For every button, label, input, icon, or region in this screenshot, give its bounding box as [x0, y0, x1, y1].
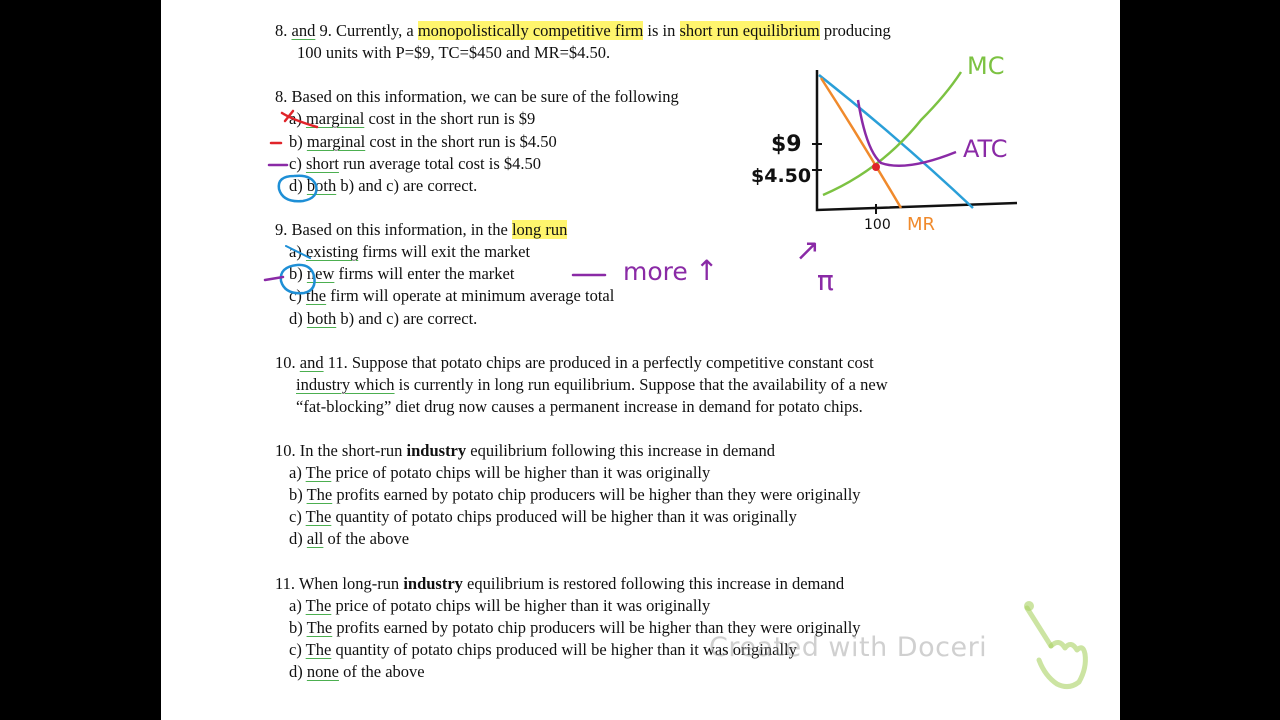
q11-option-c: c) The quantity of potato chips produced will be higher than it was originally: [289, 640, 797, 659]
pi-label: π: [817, 264, 834, 297]
profit-arrow-icon: ↗: [795, 233, 821, 268]
up-arrow-icon: ↑: [695, 254, 719, 287]
highlight-monopolistic: monopolistically competitive firm: [417, 21, 644, 40]
worksheet: [161, 0, 1120, 720]
q10-option-d: d) all of the above: [289, 529, 410, 548]
price-450-label: $4.50: [751, 165, 812, 187]
doceri-watermark: Created with Doceri: [709, 632, 988, 663]
q10-option-c: c) The quantity of potato chips produced will be higher than it was originally: [289, 507, 797, 526]
q1011-intro-line3: “fat-blocking” diet drug now causes a permanent increase in demand for potato chips.: [296, 397, 863, 416]
q1011-intro-line1: 10. and 11. Suppose that potato chips are produced in a perfectly competitive constant cost: [275, 353, 874, 372]
q8-option-a: a) marginal cost in the short run is $9: [289, 109, 536, 128]
q10-option-b: b) The profits earned by potato chip producers will be higher than they were originally: [289, 485, 861, 504]
q11-option-a: a) The price of potato chips will be higher than it was originally: [289, 596, 711, 615]
q8-option-c: c) short run average total cost is $4.50: [289, 154, 542, 173]
quantity-100-label: 100: [864, 217, 891, 233]
mc-label: MC: [967, 52, 1005, 80]
q9-option-d: d) both b) and c) are correct.: [289, 309, 478, 328]
q11-stem: 11. When long-run industry equilibrium is restored following this increase in demand: [275, 574, 845, 593]
q10-option-a: a) The price of potato chips will be higher than it was originally: [289, 463, 711, 482]
q8-option-b: b) marginal cost in the short run is $4.50: [289, 132, 557, 151]
q89-intro-line1: 8. and 9. Currently, a monopolistically competitive firm is in short run equilibrium producing: [275, 21, 891, 40]
document-page: [161, 0, 1120, 720]
mr-label: MR: [907, 214, 936, 235]
q11-option-b: b) The profits earned by potato chip producers will be higher than they were originally: [289, 618, 861, 637]
q9-option-c: c) the firm will operate at minimum average total: [289, 286, 615, 305]
q8-option-d: d) both b) and c) are correct.: [289, 176, 478, 195]
q9-option-a: a) existing firms will exit the market: [289, 242, 531, 261]
q9-stem: 9. Based on this information, in the long run: [275, 220, 568, 239]
atc-label: ATC: [963, 135, 1008, 163]
q8-stem: 8. Based on this information, we can be sure of the following: [275, 87, 679, 106]
q89-intro-line2: 100 units with P=$9, TC=$450 and MR=$4.50.: [297, 43, 611, 62]
q10-stem: 10. In the short-run industry equilibrium following this increase in demand: [275, 441, 775, 460]
highlight-short-run: short run equilibrium: [679, 21, 820, 40]
pointing-hand-icon: [1021, 598, 1091, 693]
highlight-long-run: long run: [511, 220, 568, 239]
q9-option-b: b) new firms will enter the market: [289, 264, 515, 283]
q1011-intro-line2: industry which is currently in long run equilibrium. Suppose that the availability of a new: [296, 375, 888, 394]
q11-option-d: d) none of the above: [289, 662, 425, 681]
more-label: more: [623, 257, 688, 286]
price-9-label: $9: [771, 132, 802, 157]
